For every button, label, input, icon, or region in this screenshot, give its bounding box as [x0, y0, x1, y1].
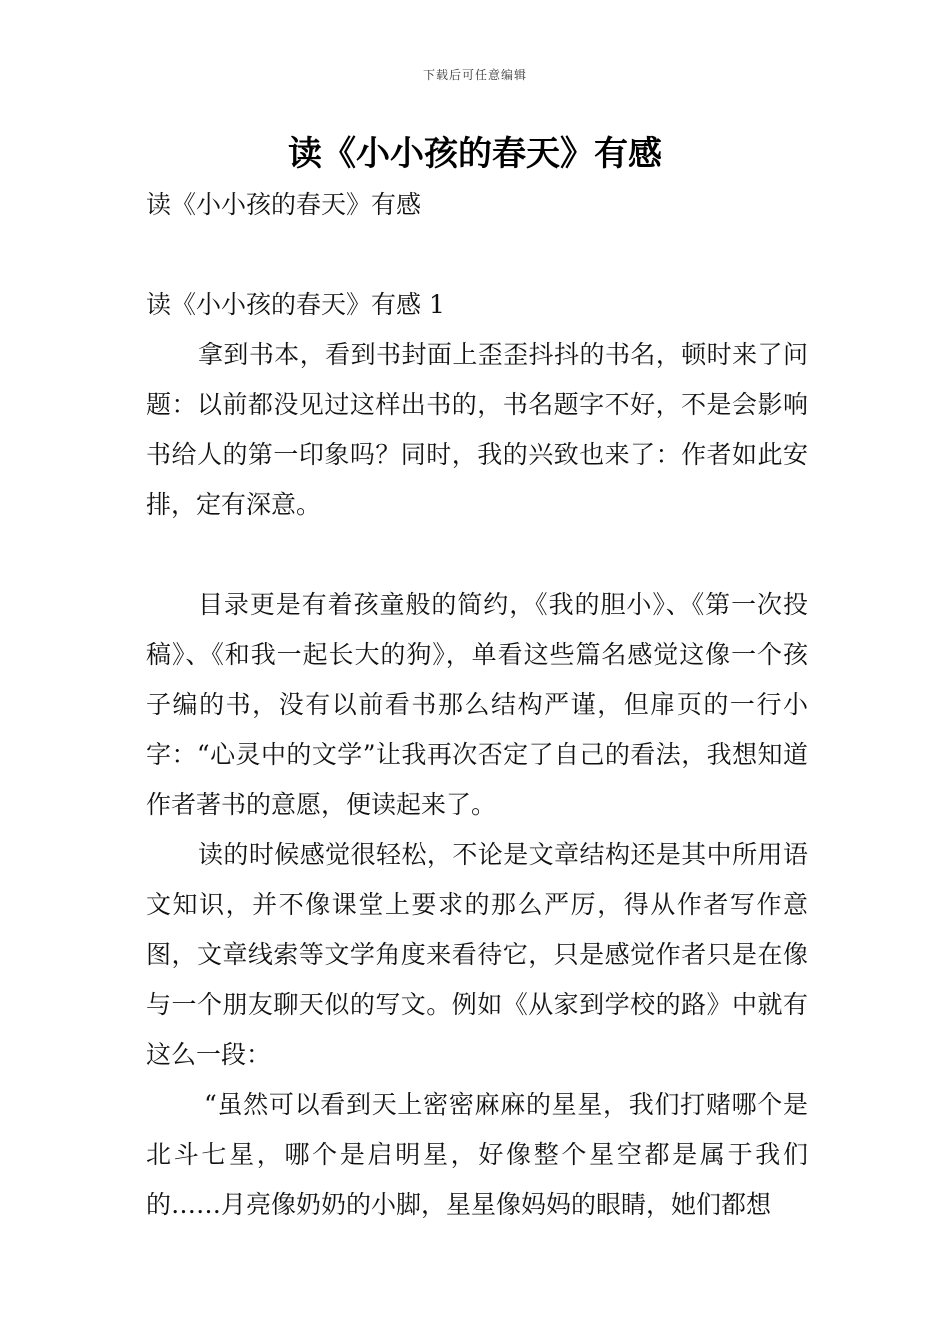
- document-subtitle: 读《小小孩的春天》有感: [146, 190, 422, 219]
- paragraph-2: 目录更是有着孩童般的简约，《我的胆小》、《第一次投稿》、《和我一起长大的狗》，单看这些篇名感觉这像一个孩子编的书，没有以前看书那么结构严谨，但扉页的一行小字：“心灵中的文学”让我再次否定了自己的看法，我想知道作者著书的意愿，便读起来了。: [146, 590, 808, 819]
- paragraph-4-quote: “虽然可以看到天上密密麻麻的星星，我们打赌哪个是北斗七星，哪个是启明星，好像整个星空都是属于我们的……月亮像奶奶的小脚，星星像妈妈的眼睛，她们都想: [146, 1090, 808, 1219]
- blank-line: [146, 230, 808, 280]
- section-heading: 读《小小孩的春天》有感 1: [146, 290, 445, 319]
- document-title: 读《小小孩的春天》有感: [288, 134, 662, 174]
- paragraph-1: 拿到书本，看到书封面上歪歪抖抖的书名，顿时来了问题：以前都没见过这样出书的，书名题字不好，不是会影响书给人的第一印象吗？同时，我的兴致也来了：作者如此安排，定有深意。: [146, 340, 808, 519]
- blank-line: [146, 530, 808, 580]
- header-note: 下载后可任意编辑: [422, 68, 527, 82]
- document-body: [146, 180, 808, 1230]
- paragraph-3: 读的时候感觉很轻松，不论是文章结构还是其中所用语文知识，并不像课堂上要求的那么严厉，得从作者写作意图，文章线索等文学角度来看待它，只是感觉作者只是在像与一个朋友聊天似的写文。例如《从家到学校的路》中就有这么一段：: [146, 840, 808, 1069]
